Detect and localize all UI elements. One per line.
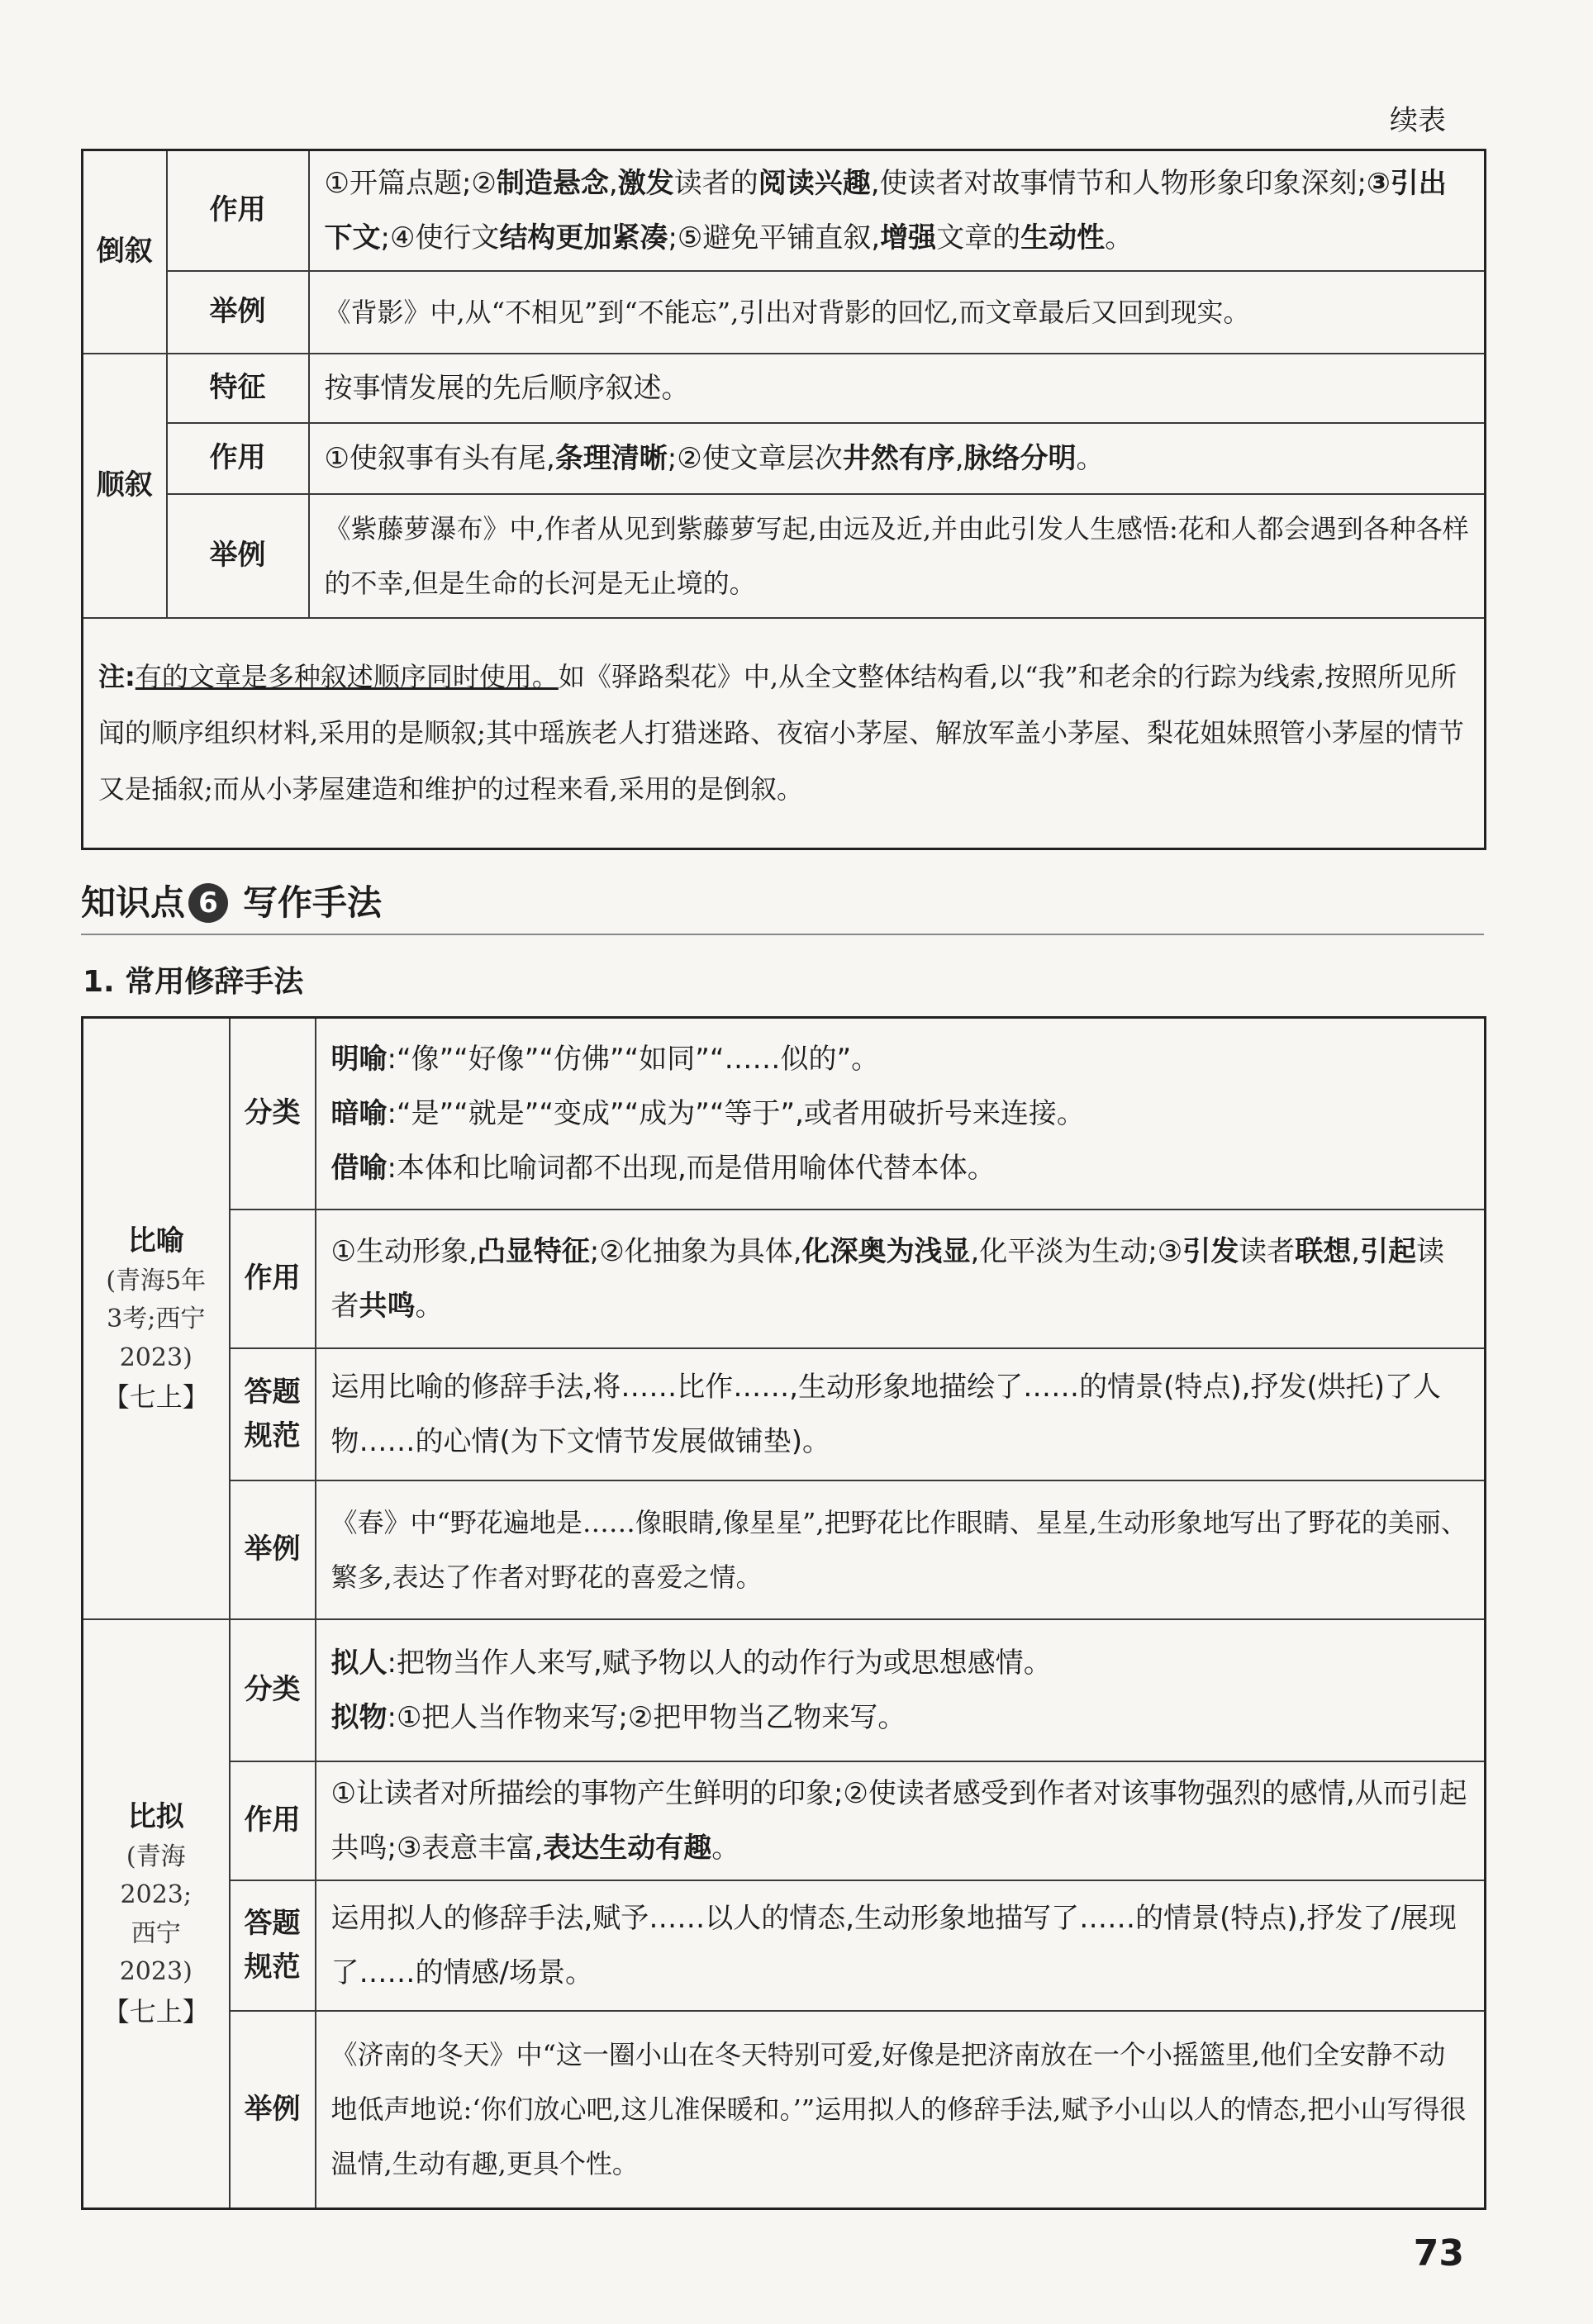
note-underlined: 有的文章是多种叙述顺序同时使用。: [135, 661, 559, 693]
biyu-source-2: 3考;西宁: [107, 1305, 206, 1333]
biyu-juli-text: 《春》中“野花遍地是……像眼睛,像星星”,把野花比作眼睛、星星,生动形象地写出了野花的美丽、繁多,表达了作者对野花的喜爱之情。: [316, 1480, 1486, 1619]
continued-label: 续表: [1390, 104, 1446, 137]
daoxu-zuoyong-text: ①开篇点题;②制造悬念,激发读者的阅读兴趣,使读者对故事情节和人物形象印象深刻;③引出下文;④使行文结构更加紧凑;⑤避免平铺直叙,增强文章的生动性。: [309, 150, 1486, 271]
cell-label-juli: 举例: [167, 271, 309, 354]
bini-source-2: 2023;: [120, 1880, 192, 1910]
shunxu-tezheng-text: 按事情发展的先后顺序叙述。: [309, 354, 1486, 423]
rhetoric-table: [81, 1016, 1486, 2210]
cell-label-fenlei: 分类: [230, 1619, 316, 1761]
cell-label-fenlei: 分类: [230, 1018, 316, 1210]
biyu-source-1: (青海5年: [106, 1266, 207, 1295]
row-label-bini: [83, 1619, 230, 2209]
cell-label-guifan: 答题 规范: [230, 1348, 316, 1480]
subheading: 1. 常用修辞手法: [83, 965, 304, 999]
narrative-order-table: [81, 149, 1486, 850]
cell-label-juli: 举例: [167, 494, 309, 618]
cell-label-guifan: 答题 规范: [230, 1880, 316, 2011]
section-prefix: 知识点: [81, 882, 186, 923]
cell-label-zuoyong: 作用: [230, 1761, 316, 1880]
bini-fenlei-text: 拟人:把物当作人来写,赋予物以人的动作行为或思想感情。 拟物:①把人当作物来写;②把甲物当乙物来写。: [316, 1619, 1486, 1761]
bini-zuoyong-text: ①让读者对所描绘的事物产生鲜明的印象;②使读者感受到作者对该事物强烈的感情,从而引起共鸣;③表意丰富,表达生动有趣。: [316, 1761, 1486, 1880]
shunxu-zuoyong-text: ①使叙事有头有尾,条理清晰;②使文章层次井然有序,脉络分明。: [309, 423, 1486, 494]
bini-source-4: 2023): [119, 1957, 193, 1987]
section-title: 写作手法: [243, 882, 383, 923]
biyu-grade: 【七上】: [102, 1381, 209, 1413]
section-number-badge: 6: [188, 883, 228, 923]
note-cell: [83, 618, 1486, 849]
bini-guifan-text: 运用拟人的修辞手法,赋予……以人的情态,生动形象地描写了……的情景(特点),抒发了/展现了……的情感/场景。: [316, 1880, 1486, 2011]
section-heading: [81, 877, 1484, 935]
biyu-guifan-text: 运用比喻的修辞手法,将……比作……,生动形象地描绘了……的情景(特点),抒发(烘托)了人物……的心情(为下文情节发展做铺垫)。: [316, 1348, 1486, 1480]
bini-source-3: 西宁: [131, 1918, 181, 1948]
bini-juli-text: 《济南的冬天》中“这一圈小山在冬天特别可爱,好像是把济南放在一个小摇篮里,他们全安静不动地低声地说:‘你们放心吧,这儿准保暖和。’”运用拟人的修辞手法,赋予小山以人的情态,把小山写得很温情,生动有趣,更具个性。: [316, 2011, 1486, 2209]
daoxu-juli-text: 《背影》中,从“不相见”到“不能忘”,引出对背影的回忆,而文章最后又回到现实。: [309, 271, 1486, 354]
page-number: 73: [1413, 2232, 1464, 2274]
note-text: 如《驿路梨花》中,从全文整体结构看,以“我”和老余的行踪为线索,按照所见所闻的顺序组织材料,采用的是顺叙;其中瑶族老人打猎迷路、夜宿小茅屋、解放军盖小茅屋、梨花姐妹照管小茅屋的情节又是插叙;而从小茅屋建造和维护的过程来看,采用的是倒叙。: [98, 661, 1464, 806]
cell-label-tezheng: 特征: [167, 354, 309, 423]
cell-label-juli: 举例: [230, 2011, 316, 2209]
cell-label-zuoyong: 作用: [167, 423, 309, 494]
biyu-source-3: 2023): [119, 1343, 193, 1372]
shunxu-juli-text: 《紫藤萝瀑布》中,作者从见到紫藤萝写起,由远及近,并由此引发人生感悟:花和人都会遇到各种各样的不幸,但是生命的长河是无止境的。: [309, 494, 1486, 618]
bini-source-1: (青海: [126, 1842, 186, 1871]
row-label-biyu: [83, 1018, 230, 1619]
biyu-name: 比喻: [127, 1224, 184, 1257]
bini-name: 比拟: [127, 1799, 184, 1833]
cell-label-zuoyong: 作用: [230, 1210, 316, 1348]
cell-label-zuoyong: 作用: [167, 150, 309, 271]
biyu-zuoyong-text: ①生动形象,凸显特征;②化抽象为具体,化深奥为浅显,化平淡为生动;③引发读者联想,引起读者共鸣。: [316, 1210, 1486, 1348]
row-label-daoxu: 倒叙: [83, 150, 167, 354]
row-label-shunxu: 顺叙: [83, 354, 167, 618]
biyu-fenlei-text: 明喻:“像”“好像”“仿佛”“如同”“……似的”。 暗喻:“是”“就是”“变成”“成为”“等于”,或者用破折号来连接。 借喻:本体和比喻词都不出现,而是借用喻体代替本体。: [316, 1018, 1486, 1210]
cell-label-juli: 举例: [230, 1480, 316, 1619]
note-label: 注:: [98, 661, 136, 693]
bini-grade: 【七上】: [102, 1995, 209, 2027]
